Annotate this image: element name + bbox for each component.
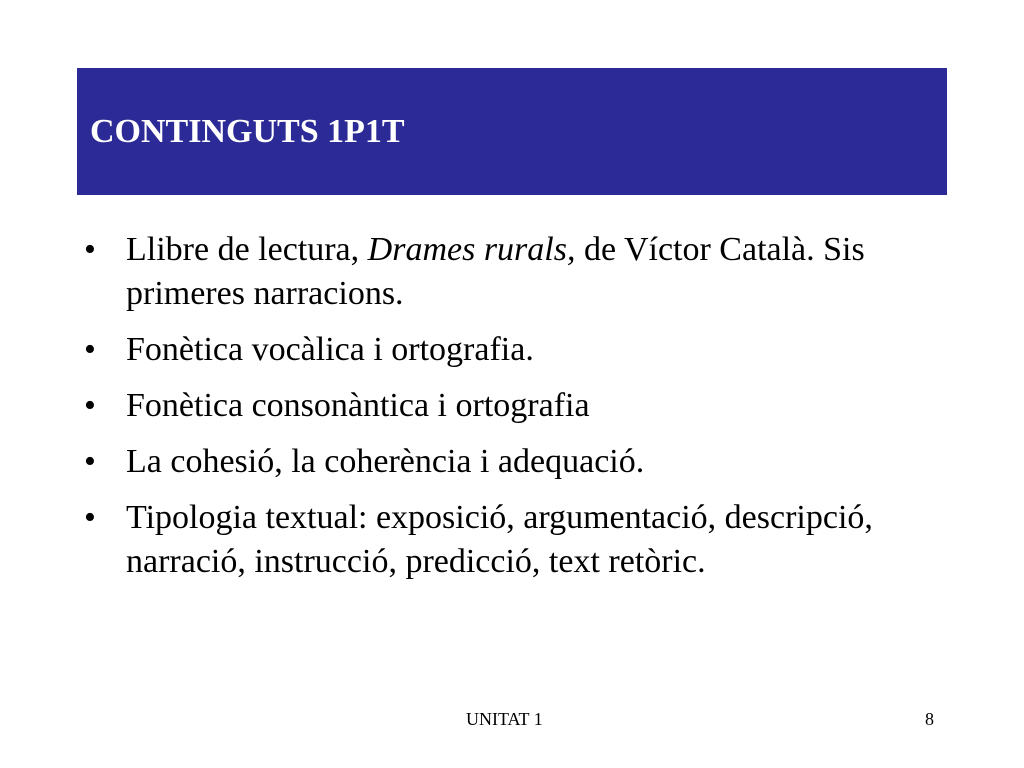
bullet-marker: • xyxy=(84,387,96,424)
title-bar xyxy=(77,68,947,195)
list-item-text: Tipologia textual: exposició, argumentació, descripció, narració, instrucció, predicció, text retòric. xyxy=(126,499,873,580)
bullet-marker: • xyxy=(84,231,96,268)
list-item-text-start: Llibre de lectura, xyxy=(126,231,368,268)
list-item xyxy=(84,328,944,372)
list-item-text: La cohesió, la coherència i adequació. xyxy=(126,443,645,480)
list-item xyxy=(84,440,944,484)
list-item-text-end: de Víctor Català. Sis primeres narracions. xyxy=(126,231,865,312)
slide-title: CONTINGUTS 1P1T xyxy=(90,113,405,150)
list-item-text: Fonètica consonàntica i ortografia xyxy=(126,387,590,424)
list-item xyxy=(84,228,944,316)
list-item xyxy=(84,496,944,584)
bullet-list xyxy=(84,228,944,596)
bullet-marker: • xyxy=(84,331,96,368)
list-item-text xyxy=(126,231,865,312)
bullet-marker: • xyxy=(84,499,96,536)
list-item-text: Fonètica vocàlica i ortografia. xyxy=(126,331,534,368)
list-item xyxy=(84,384,944,428)
footer-unit-label: UNITAT 1 xyxy=(466,709,543,729)
page-number: 8 xyxy=(925,709,934,729)
book-title: Drames rurals, xyxy=(367,231,576,268)
bullet-marker: • xyxy=(84,443,96,480)
